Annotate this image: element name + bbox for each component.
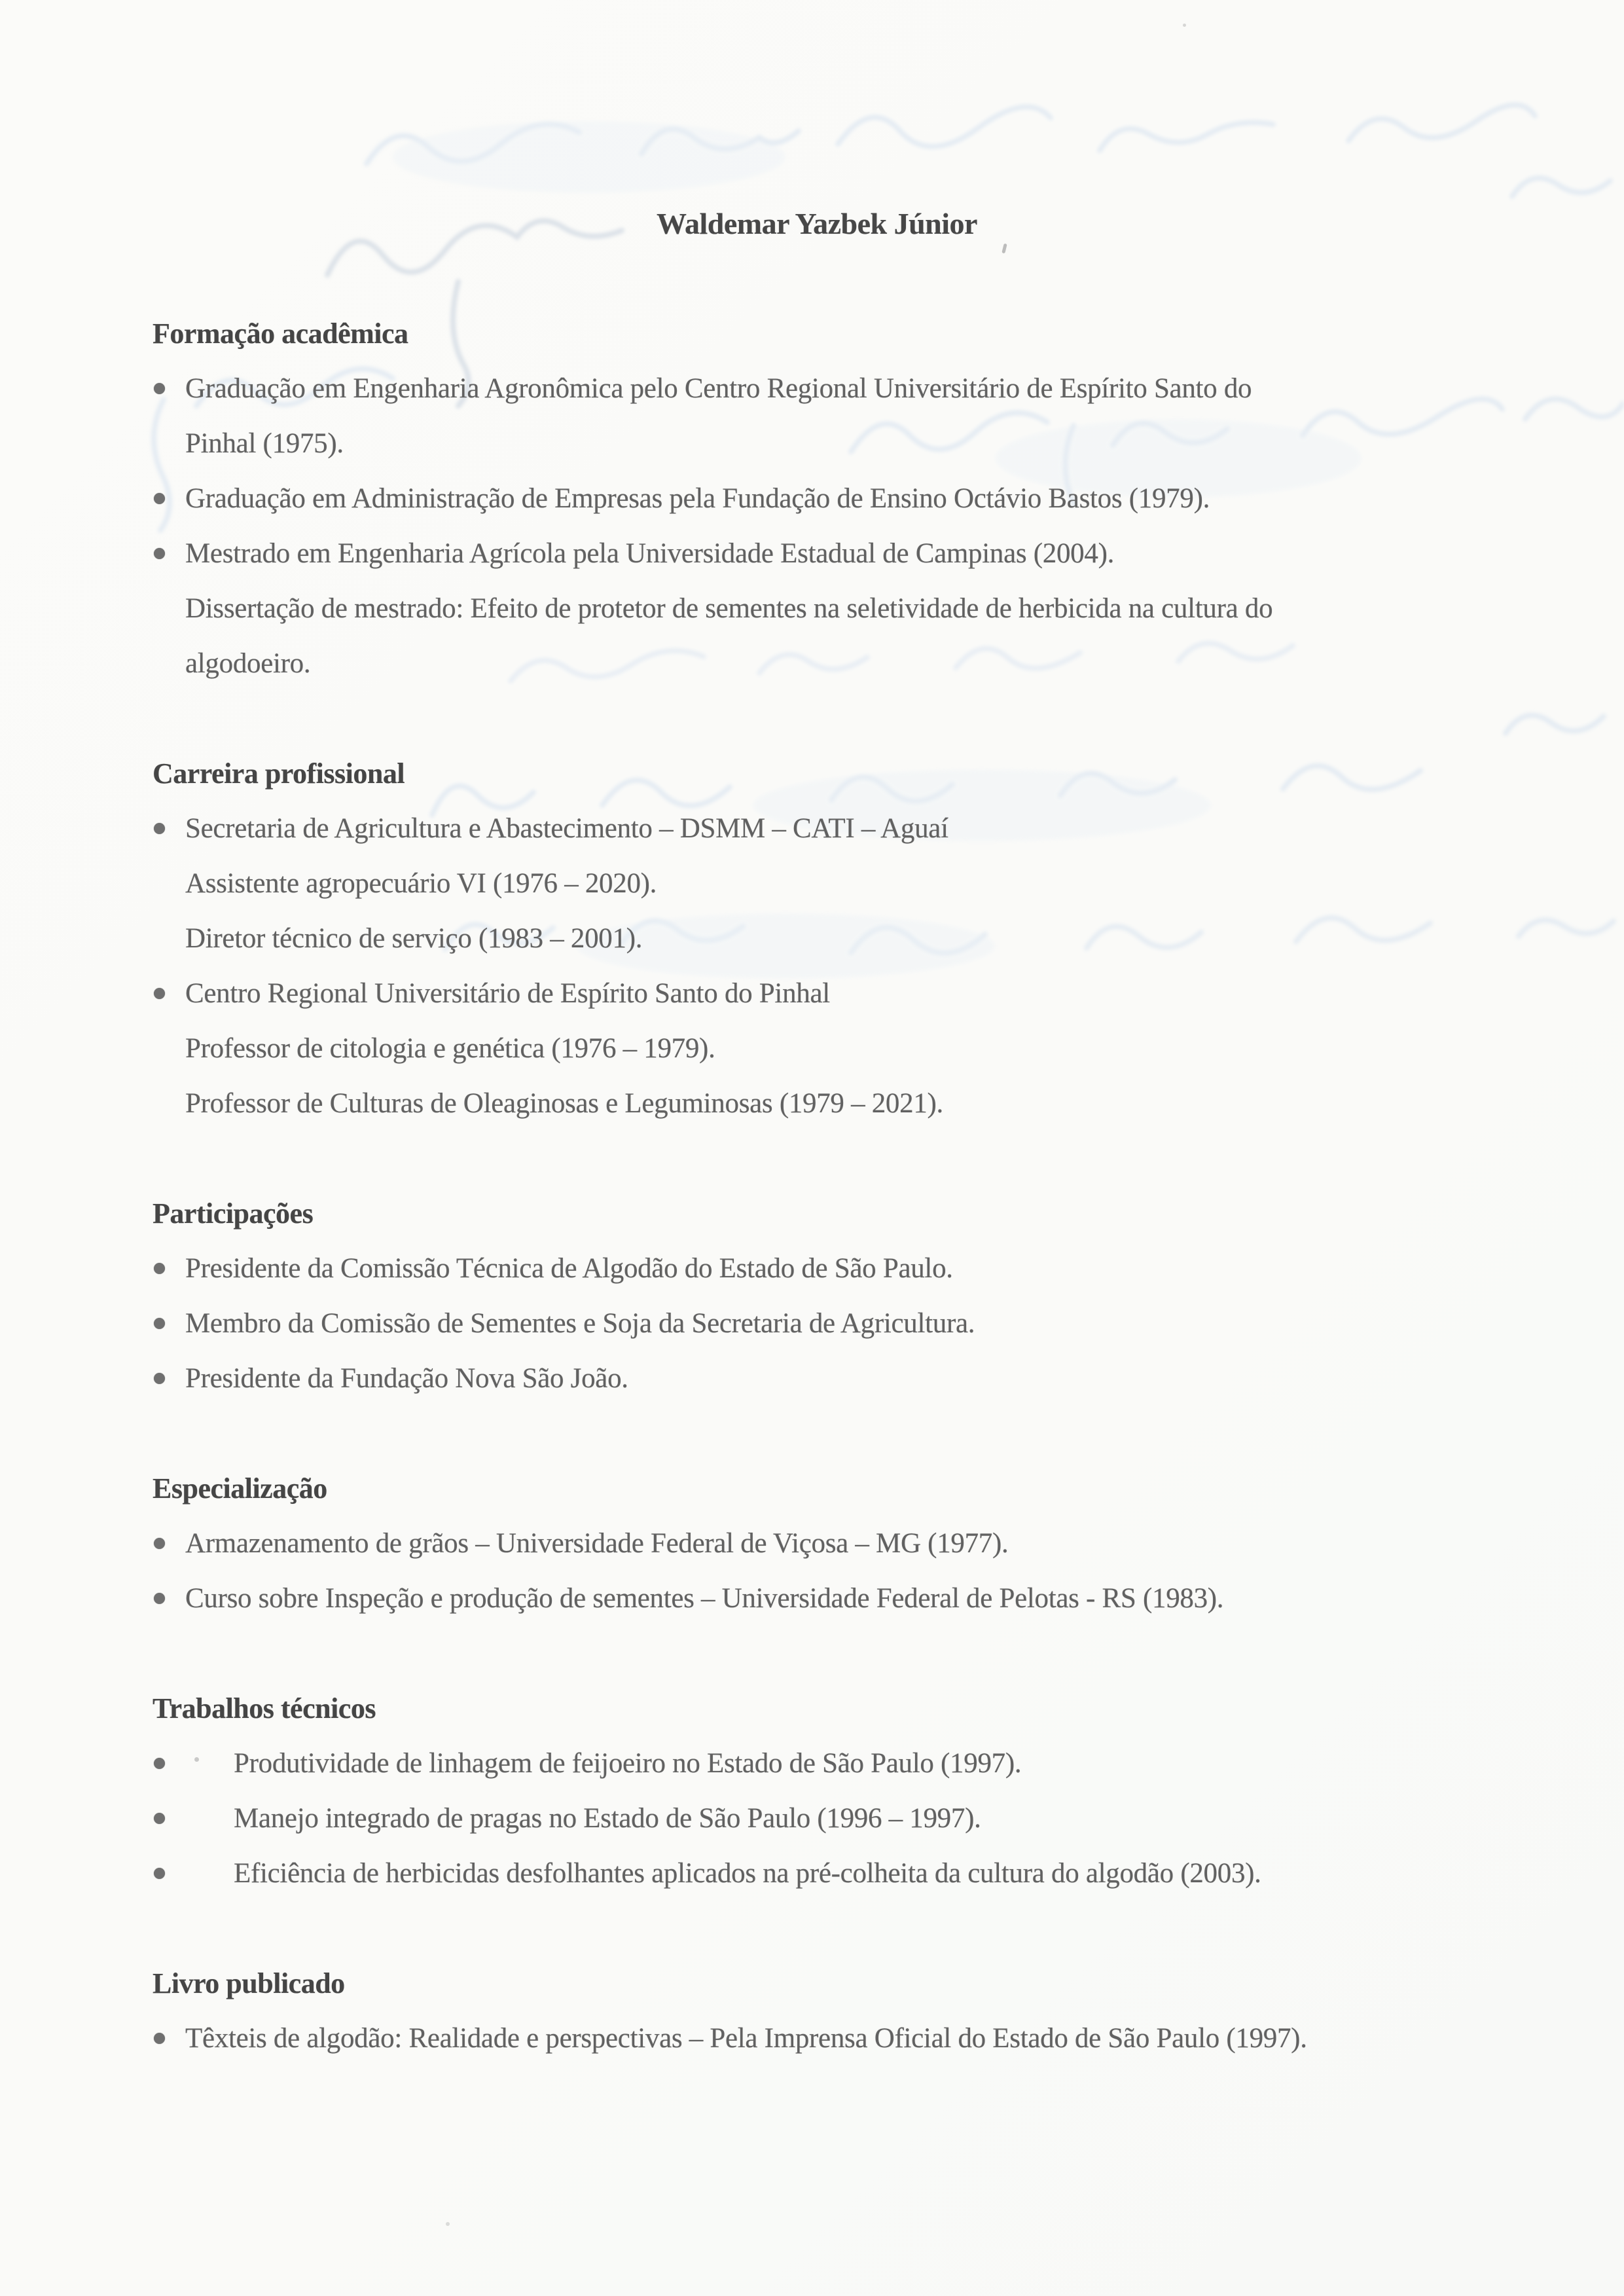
text-line: Pinhal (1975). [185,428,344,459]
bullet-icon [154,493,165,504]
bullet-icon [154,1813,165,1824]
text-line: Produtividade de linhagem de feijoeiro no Estado de São Paulo (1997). [234,1748,1022,1779]
bullet-icon [154,383,165,394]
page-title: Waldemar Yazbek Júnior [657,207,977,240]
bullet-icon [154,548,165,559]
list-item [153,1516,1481,1571]
list-item [153,1351,1481,1406]
scan-artifact-dot [1183,24,1186,27]
bullet-icon [154,1263,165,1274]
text-line: Graduação em Engenharia Agronômica pelo Centro Regional Universitário de Espírito Santo do [185,373,1252,404]
bullet-icon [154,823,165,834]
section-livro-publicado [153,1956,1481,2066]
list-item [153,471,1481,526]
section-heading: Livro publicado [153,1967,345,1999]
list-item [153,1241,1481,1296]
text-line: Manejo integrado de pragas no Estado de São Paulo (1996 – 1997). [234,1803,981,1834]
text-line: Presidente da Fundação Nova São João. [185,1363,628,1394]
list-item [153,2011,1481,2066]
text-line: Dissertação de mestrado: Efeito de protetor de sementes na seletividade de herbicida na cultura do [185,593,1273,624]
section-heading: Especialização [153,1472,327,1504]
text-line: Membro da Comissão de Sementes e Soja da Secretaria de Agricultura. [185,1308,975,1339]
text-line: Centro Regional Universitário de Espírito Santo do Pinhal [185,978,830,1009]
bullet-icon [154,1758,165,1769]
bullet-icon [154,1373,165,1384]
list-item [153,361,1481,471]
resume-sections [153,306,1481,2066]
text-line: Têxteis de algodão: Realidade e perspectivas – Pela Imprensa Oficial do Estado de São Paulo (1997). [185,2023,1307,2054]
text-line: Armazenamento de grãos – Universidade Federal de Viçosa – MG (1977). [185,1528,1009,1559]
list-item [153,526,1481,691]
section-heading: Formação acadêmica [153,318,408,350]
list-item [153,1571,1481,1626]
section-formacao-academica [153,306,1481,691]
list-item [153,1791,1481,1846]
section-trabalhos-tecnicos [153,1681,1481,1901]
section-participacoes [153,1186,1481,1406]
list-item [153,966,1481,1131]
bullet-icon [154,1593,165,1604]
bullet-icon [154,988,165,999]
bullet-icon [154,2033,165,2044]
list-item [153,1736,1481,1791]
text-line: Assistente agropecuário VI (1976 – 2020). [185,868,657,899]
bullet-icon [154,1538,165,1549]
section-carreira-profissional [153,746,1481,1131]
bullet-icon [154,1318,165,1329]
text-line: Presidente da Comissão Técnica de Algodão do Estado de São Paulo. [185,1253,953,1284]
section-heading: Carreira profissional [153,757,405,790]
text-line: Diretor técnico de serviço (1983 – 2001). [185,923,643,954]
section-especializacao [153,1461,1481,1626]
bullet-icon [154,1868,165,1879]
text-line: algodoeiro. [185,648,311,679]
list-item [153,801,1481,966]
text-line: Professor de Culturas de Oleaginosas e Leguminosas (1979 – 2021). [185,1088,944,1119]
section-heading: Participações [153,1197,314,1230]
document-content [153,196,1481,2066]
list-item [153,1846,1481,1901]
text-line: Secretaria de Agricultura e Abastecimento – DSMM – CATI – Aguaí [185,813,948,844]
section-heading: Trabalhos técnicos [153,1692,376,1724]
list-item [153,1296,1481,1351]
scan-artifact-dot [446,2222,450,2226]
text-line: Professor de citologia e genética (1976 – 1979). [185,1033,715,1064]
text-line: Curso sobre Inspeção e produção de sementes – Universidade Federal de Pelotas - RS (1983). [185,1583,1224,1614]
text-line: Mestrado em Engenharia Agrícola pela Universidade Estadual de Campinas (2004). [185,538,1115,569]
text-line: Eficiência de herbicidas desfolhantes aplicados na pré-colheita da cultura do algodão (2003). [234,1858,1261,1889]
text-line: Graduação em Administração de Empresas pela Fundação de Ensino Octávio Bastos (1979). [185,483,1210,514]
